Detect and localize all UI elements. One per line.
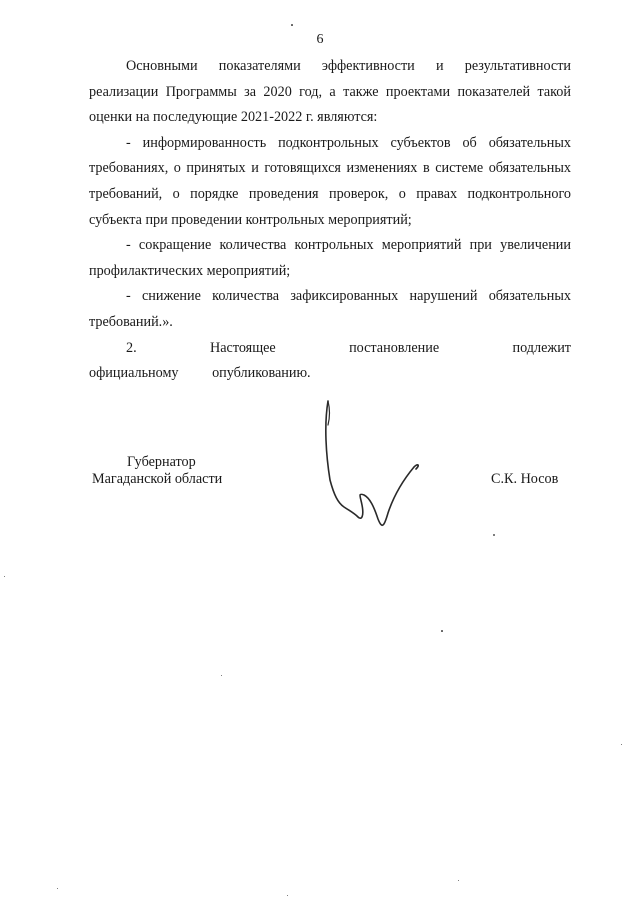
paragraph-item-awareness: - информированность подконтрольных субъектов об обязательных требованиях, о принятых и готовящихся изменениях в системе обязательных требований, о порядке проведения проверок, о правах подконтрольного субъекта при проведении контрольных мероприятий; [89,134,571,228]
handwritten-signature [300,395,430,535]
signatory-name: С.К. Носов [491,471,559,487]
scan-speck [287,895,288,896]
scan-speck [57,888,58,889]
signatory-title-line2: Магаданской области [92,471,223,487]
paragraph-indicators-intro: Основными показателями эффективности и результативности реализации Программы за 2020 год, а также проектами показателей такой оценки на последующие 2021-2022 г. являются: [89,58,571,126]
signatory-title-line1: Губернатор [127,454,196,470]
page-number: 6 [316,32,324,47]
paragraph-publication: 2. Настоящее постановление подлежит официальному опубликованию. [89,339,571,382]
scan-speck [4,576,5,577]
scan-speck [621,744,622,745]
paragraph-item-violations: - снижение количества зафиксированных нарушений обязательных требований.». [89,288,571,330]
paragraph-item-reduction: - сокращение количества контрольных мероприятий при увеличении профилактических мероприятий; [89,237,571,279]
scan-speck [458,880,459,881]
scan-speck [291,24,293,26]
scan-speck [493,534,495,536]
scan-speck [221,675,222,676]
scan-speck [441,630,443,632]
